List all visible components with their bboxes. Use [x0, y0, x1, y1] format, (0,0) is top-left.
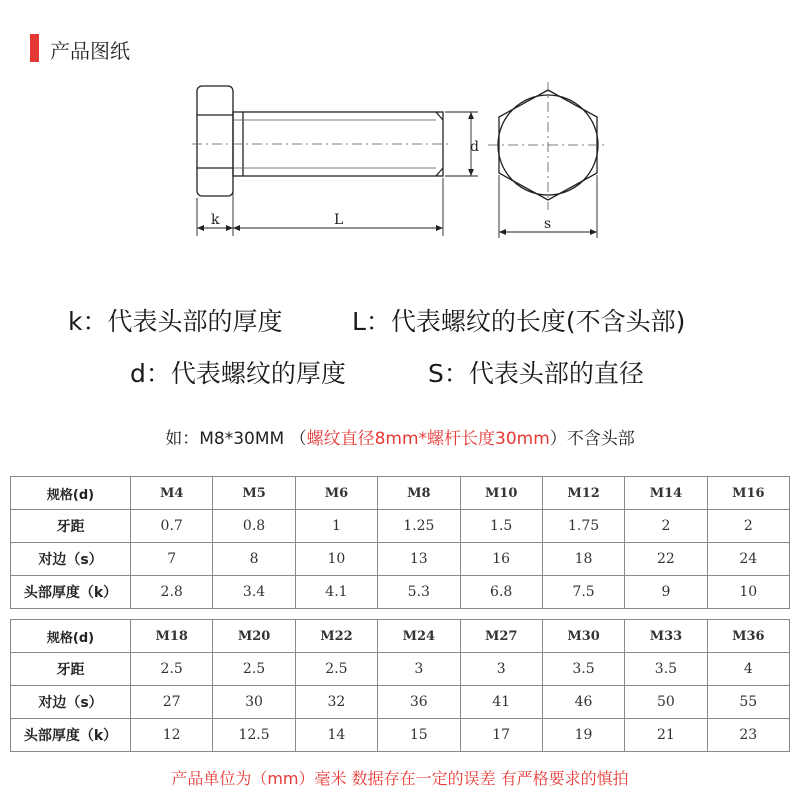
table-cell: 17	[460, 719, 542, 752]
dimension-label-d: d	[470, 139, 479, 155]
dimension-label-s: s	[544, 216, 552, 232]
table-row-label: 头部厚度（k）	[11, 576, 131, 609]
table-row	[11, 719, 790, 752]
table-cell: 36	[378, 686, 460, 719]
bolt-drawing-svg	[0, 0, 800, 260]
table-cell: 3	[378, 653, 460, 686]
table-cell: 1.25	[378, 510, 460, 543]
table-cell: 19	[542, 719, 624, 752]
table-cell: 24	[707, 543, 789, 576]
spec-table-1	[10, 476, 790, 609]
table-cell: 55	[707, 686, 789, 719]
table-cell: 12.5	[213, 719, 295, 752]
table-cell: 30	[213, 686, 295, 719]
table-header-cell: M36	[707, 620, 789, 653]
table-cell: 4	[707, 653, 789, 686]
legend-L: L：代表螺纹的长度(不含头部)	[352, 307, 686, 336]
table-cell: 3.5	[625, 653, 707, 686]
table-row	[11, 686, 790, 719]
table-cell: 3.4	[213, 576, 295, 609]
table-cell: 5.3	[378, 576, 460, 609]
table-row	[11, 653, 790, 686]
table-cell: 9	[625, 576, 707, 609]
example-suffix: ）不含头部	[549, 429, 635, 449]
table-header-cell: M12	[542, 477, 624, 510]
table-cell: 15	[378, 719, 460, 752]
table-header-cell: M20	[213, 620, 295, 653]
table-cell: 13	[378, 543, 460, 576]
table-cell: 2.5	[295, 653, 377, 686]
table-cell: 6.8	[460, 576, 542, 609]
table-row	[11, 543, 790, 576]
table-cell: 0.7	[131, 510, 213, 543]
table-cell: 2.5	[213, 653, 295, 686]
table-header-cell: M24	[378, 620, 460, 653]
table-row-label: 牙距	[11, 510, 131, 543]
table-cell: 22	[625, 543, 707, 576]
table-cell: 8	[213, 543, 295, 576]
dimension-label-k: k	[211, 212, 220, 228]
table-cell: 46	[542, 686, 624, 719]
table-cell: 2.8	[131, 576, 213, 609]
legend-d: d：代表螺纹的厚度	[130, 359, 346, 388]
table-header-cell: M6	[295, 477, 377, 510]
table-cell: 1	[295, 510, 377, 543]
table-cell: 1.75	[542, 510, 624, 543]
table-cell: 16	[460, 543, 542, 576]
legend-S: S：代表头部的直径	[428, 359, 644, 388]
table-header-cell: M18	[131, 620, 213, 653]
table-header-cell: M16	[707, 477, 789, 510]
table-cell: 3.5	[542, 653, 624, 686]
table-cell: 7	[131, 543, 213, 576]
table-header-cell: M8	[378, 477, 460, 510]
table-cell: 27	[131, 686, 213, 719]
legend-k: k：代表头部的厚度	[68, 307, 283, 336]
table-cell: 1.5	[460, 510, 542, 543]
table-cell: 32	[295, 686, 377, 719]
table-header-cell: M22	[295, 620, 377, 653]
table-row	[11, 510, 790, 543]
table-cell: 3	[460, 653, 542, 686]
table-cell: 0.8	[213, 510, 295, 543]
table-cell: 50	[625, 686, 707, 719]
dimension-label-L: L	[334, 212, 344, 228]
table-row-label: 头部厚度（k）	[11, 719, 131, 752]
table-header-cell: M30	[542, 620, 624, 653]
table-cell: 23	[707, 719, 789, 752]
section-title: 产品图纸	[50, 39, 130, 63]
table-header-cell: M5	[213, 477, 295, 510]
table-cell: 12	[131, 719, 213, 752]
table-row-label: 牙距	[11, 653, 131, 686]
table-cell: 18	[542, 543, 624, 576]
table-row	[11, 576, 790, 609]
table-cell: 21	[625, 719, 707, 752]
table-cell: 2.5	[131, 653, 213, 686]
table-cell: 2	[707, 510, 789, 543]
table-cell: 14	[295, 719, 377, 752]
table-row-label: 对边（s）	[11, 543, 131, 576]
table-header-cell: 规格(d)	[11, 477, 131, 510]
table-row	[11, 620, 790, 653]
example-highlight: 螺纹直径8mm*螺杆长度30mm	[306, 429, 550, 449]
table-cell: 7.5	[542, 576, 624, 609]
table-header-cell: M33	[625, 620, 707, 653]
table-row-label: 对边（s）	[11, 686, 131, 719]
table-cell: 10	[295, 543, 377, 576]
table-row	[11, 477, 790, 510]
table-header-cell: M27	[460, 620, 542, 653]
example-prefix: 如：M8*30MM （	[165, 429, 307, 449]
example-line	[0, 424, 800, 449]
table-header-cell: 规格(d)	[11, 620, 131, 653]
footer-note: 产品单位为（mm）毫米 数据存在一定的误差 有严格要求的慎拍	[171, 769, 629, 788]
table-cell: 41	[460, 686, 542, 719]
spec-table-2	[10, 619, 790, 752]
bolt-drawing	[0, 0, 800, 260]
table-header-cell: M4	[131, 477, 213, 510]
table-cell: 4.1	[295, 576, 377, 609]
table-cell: 2	[625, 510, 707, 543]
table-cell: 10	[707, 576, 789, 609]
bolt-head-side	[197, 86, 233, 196]
table-header-cell: M10	[460, 477, 542, 510]
table-header-cell: M14	[625, 477, 707, 510]
